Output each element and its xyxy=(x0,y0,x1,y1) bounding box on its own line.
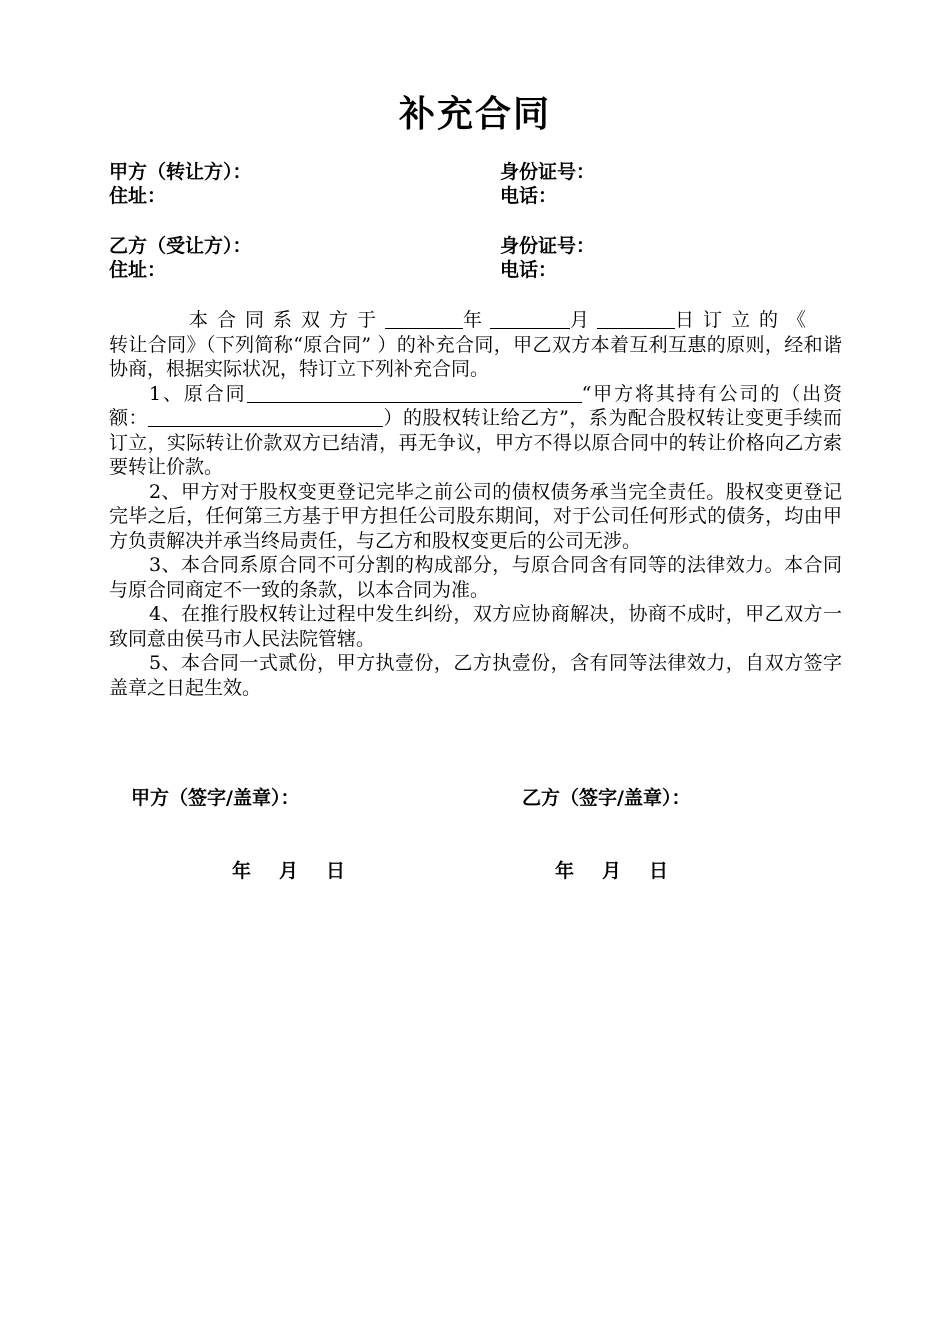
intro-paragraph xyxy=(109,308,842,382)
party-a-phone: 电话： xyxy=(500,185,558,207)
date-a-year: 年 xyxy=(232,860,252,882)
date-a-day: 日 xyxy=(326,860,346,882)
blank-day xyxy=(597,310,675,329)
blank-original-contract xyxy=(247,384,582,403)
date-party-b xyxy=(555,856,668,883)
clause-4: 4、在推行股权转让过程中发生纠纷，双方应协商解决，协商不成时，甲乙双方一致同意由侯马市人民法院管辖。 xyxy=(109,603,842,650)
party-b-phone: 电话： xyxy=(500,259,558,281)
clause-1-b: “甲方将其持有公司的（出资额： xyxy=(109,382,842,429)
clause-1-a: 1、原合同 xyxy=(149,382,247,405)
clause-1 xyxy=(109,382,842,480)
date-b-month: 月 xyxy=(602,860,622,882)
date-b-year: 年 xyxy=(555,860,575,882)
date-a-month: 月 xyxy=(279,860,299,882)
date-b-day: 日 xyxy=(649,860,669,882)
intro-month: 月 xyxy=(570,309,590,331)
party-a-address: 住址： xyxy=(109,185,167,207)
party-a-label: 甲方（转让方）： xyxy=(109,161,252,183)
clause-2: 2、甲方对于股权变更登记完毕之前公司的债权债务承当完全责任。股权变更登记完毕之后，任何第三方基于甲方担任公司股东期间，对于公司任何形式的债务，均由甲方负责解决并承当终局责任，与乙方和股权变更后的公司无涉。 xyxy=(109,480,842,552)
blank-month xyxy=(490,310,570,329)
clause-5: 5、本合同一式贰份，甲方执壹份，乙方执壹份，含有同等法律效力，自双方签字盖章之日起生效。 xyxy=(109,652,842,699)
intro-text-2: 日订立的《 xyxy=(675,309,816,331)
intro-text-3: 转让合同》（下列简称“原合同” ）的补充合同，甲乙双方本着互利互惠的原则，经和谐协商，根据实际状况，特订立下列补充合同。 xyxy=(109,333,842,380)
page-title: 补充合同 xyxy=(398,94,551,135)
clause-3: 3、本合同系原合同不可分割的构成部分，与原合同含有同等的法律效力。本合同与原合同商定不一致的条款，以本合同为准。 xyxy=(109,554,842,601)
intro-text-1: 本合同系双方于 xyxy=(189,309,386,331)
party-b-id: 身份证号： xyxy=(500,235,596,257)
blank-year xyxy=(385,310,463,329)
date-party-a xyxy=(232,856,345,883)
signature-party-a: 甲方（签字/盖章）： xyxy=(131,787,300,809)
clause-1-c: ）的股权转让给乙方”，系为配合股权转让变更手续而订立，实际转让价款双方已结清，再无争议，甲方不得以原合同中的转让价格向乙方索要转让价款。 xyxy=(109,407,842,478)
party-b-address: 住址： xyxy=(109,259,167,281)
party-a-id: 身份证号： xyxy=(500,161,596,183)
intro-year: 年 xyxy=(463,309,483,331)
party-b-label: 乙方（受让方）： xyxy=(109,235,252,257)
signature-party-b: 乙方（签字/盖章）： xyxy=(522,787,691,809)
contract-body xyxy=(109,308,842,700)
blank-capital xyxy=(148,408,383,427)
